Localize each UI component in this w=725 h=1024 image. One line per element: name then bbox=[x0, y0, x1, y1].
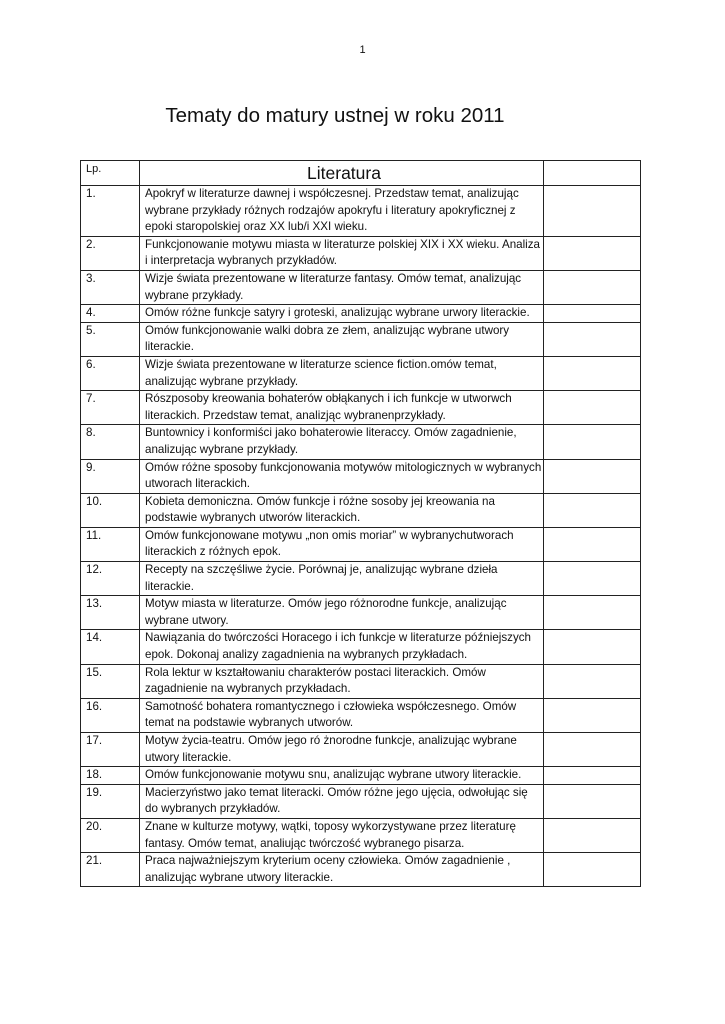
header-blank-cell bbox=[544, 161, 641, 186]
row-blank-cell bbox=[544, 767, 641, 785]
document-title: Tematy do matury ustnej w roku 2011 bbox=[165, 104, 505, 127]
table-row bbox=[81, 270, 641, 304]
row-blank-cell bbox=[544, 596, 641, 630]
row-topic-cell: Buntownicy i konformiści jako bohaterowie literaccy. Omów zagadnienie, analizując wybrane przykłady. bbox=[140, 425, 544, 459]
row-topic-cell: Rola lektur w kształtowaniu charakterów postaci literackich. Omów zagadnienie na wybranych przykładach. bbox=[140, 664, 544, 698]
row-blank-cell bbox=[544, 493, 641, 527]
row-number-cell: 3. bbox=[81, 270, 140, 304]
row-number-cell: 19. bbox=[81, 784, 140, 818]
row-topic-cell: Motyw miasta w literaturze. Omów jego różnorodne funkcje, analizując wybrane utwory. bbox=[140, 596, 544, 630]
row-topic-cell: Znane w kulturze motywy, wątki, toposy wykorzystywane przez literaturę fantasy. Omów temat, analiując twórczość wybranego pisarza. bbox=[140, 818, 544, 852]
table-row bbox=[81, 493, 641, 527]
row-topic-cell: Omów różne funkcje satyry i groteski, analizując wybrane urwory literackie. bbox=[140, 305, 544, 323]
row-number-cell: 1. bbox=[81, 186, 140, 237]
table-row bbox=[81, 459, 641, 493]
row-number-cell: 11. bbox=[81, 527, 140, 561]
row-number-cell: 16. bbox=[81, 698, 140, 732]
row-blank-cell bbox=[544, 630, 641, 664]
row-number-cell: 2. bbox=[81, 236, 140, 270]
table-row bbox=[81, 596, 641, 630]
row-number-cell: 21. bbox=[81, 853, 140, 887]
row-topic-cell: Samotność bohatera romantycznego i człowieka współczesnego. Omów temat na podstawie wybranych utworów. bbox=[140, 698, 544, 732]
row-topic-cell: Kobieta demoniczna. Omów funkcje i różne sosoby jej kreowania na podstawie wybranych utworów literackich. bbox=[140, 493, 544, 527]
table-row bbox=[81, 527, 641, 561]
row-number-cell: 6. bbox=[81, 356, 140, 390]
page-number: 1 bbox=[359, 44, 366, 56]
table-row bbox=[81, 784, 641, 818]
row-blank-cell bbox=[544, 853, 641, 887]
table-row bbox=[81, 236, 641, 270]
row-number-cell: 15. bbox=[81, 664, 140, 698]
row-number-cell: 10. bbox=[81, 493, 140, 527]
topics-table bbox=[80, 160, 641, 887]
row-blank-cell bbox=[544, 459, 641, 493]
table-row bbox=[81, 853, 641, 887]
row-topic-cell: Praca najważniejszym kryterium oceny człowieka. Omów zagadnienie , analizując wybrane utwory literackie. bbox=[140, 853, 544, 887]
row-blank-cell bbox=[544, 527, 641, 561]
row-blank-cell bbox=[544, 784, 641, 818]
row-number-cell: 13. bbox=[81, 596, 140, 630]
row-blank-cell bbox=[544, 733, 641, 767]
row-topic-cell: Omów funkcjonowane motywu „non omis moriar” w wybranychutworach literackich z różnych epok. bbox=[140, 527, 544, 561]
table-row bbox=[81, 425, 641, 459]
table-row bbox=[81, 562, 641, 596]
topics-table-body bbox=[81, 161, 641, 887]
row-number-cell: 4. bbox=[81, 305, 140, 323]
table-header-row bbox=[81, 161, 641, 186]
row-topic-cell: Macierzyństwo jako temat literacki. Omów różne jego ujęcia, odwołując się do wybranych przykładów. bbox=[140, 784, 544, 818]
table-row bbox=[81, 356, 641, 390]
row-blank-cell bbox=[544, 270, 641, 304]
table-row bbox=[81, 322, 641, 356]
row-blank-cell bbox=[544, 322, 641, 356]
row-topic-cell: Omów różne sposoby funkcjonowania motywów mitologicznych w wybranych utworach literackich. bbox=[140, 459, 544, 493]
row-blank-cell bbox=[544, 818, 641, 852]
row-topic-cell: Recepty na szczęśliwe życie. Porównaj je, analizując wybrane dzieła literackie. bbox=[140, 562, 544, 596]
row-number-cell: 12. bbox=[81, 562, 140, 596]
row-topic-cell: Funkcjonowanie motywu miasta w literaturze polskiej XIX i XX wieku. Analiza i interpretacja wybranych przykładów. bbox=[140, 236, 544, 270]
row-blank-cell bbox=[544, 305, 641, 323]
row-blank-cell bbox=[544, 356, 641, 390]
row-topic-cell: Omów funkcjonowanie motywu snu, analizując wybrane utwory literackie. bbox=[140, 767, 544, 785]
row-number-cell: 8. bbox=[81, 425, 140, 459]
row-number-cell: 17. bbox=[81, 733, 140, 767]
table-row bbox=[81, 391, 641, 425]
row-blank-cell bbox=[544, 186, 641, 237]
row-blank-cell bbox=[544, 236, 641, 270]
row-blank-cell bbox=[544, 425, 641, 459]
row-topic-cell: Wizje świata prezentowane w literaturze science fiction.omów temat, analizując wybrane przykłady. bbox=[140, 356, 544, 390]
row-topic-cell: Motyw życia-teatru. Omów jego ró żnorodne funkcje, analizując wybrane utwory literackie. bbox=[140, 733, 544, 767]
row-topic-cell: Rószposoby kreowania bohaterów obłąkanych i ich funkcje w utworwch literackich. Przedstaw temat, analizjąc wybranenprzykłady. bbox=[140, 391, 544, 425]
row-blank-cell bbox=[544, 664, 641, 698]
table-row bbox=[81, 733, 641, 767]
table-row bbox=[81, 818, 641, 852]
row-blank-cell bbox=[544, 698, 641, 732]
row-number-cell: 5. bbox=[81, 322, 140, 356]
table-row bbox=[81, 305, 641, 323]
row-topic-cell: Wizje świata prezentowane w literaturze fantasy. Omów temat, analizując wybrane przykłady. bbox=[140, 270, 544, 304]
table-row bbox=[81, 767, 641, 785]
row-topic-cell: Nawiązania do twórczości Horacego i ich funkcje w literaturze późniejszych epok. Dokonaj analizy zagadnienia na wybranych przykładach. bbox=[140, 630, 544, 664]
header-number-cell: Lp. bbox=[81, 161, 140, 186]
row-number-cell: 20. bbox=[81, 818, 140, 852]
row-number-cell: 18. bbox=[81, 767, 140, 785]
row-topic-cell: Apokryf w literaturze dawnej i współczesnej. Przedstaw temat, analizując wybrane przykłady różnych rodzajów apokryfu i literatury apokryficznej z epoki staropolskiej oraz XX lub/i XXI wieku. bbox=[140, 186, 544, 237]
row-number-cell: 14. bbox=[81, 630, 140, 664]
row-blank-cell bbox=[544, 562, 641, 596]
row-number-cell: 7. bbox=[81, 391, 140, 425]
header-title-cell: Literatura bbox=[140, 161, 544, 186]
row-blank-cell bbox=[544, 391, 641, 425]
table-row bbox=[81, 698, 641, 732]
row-number-cell: 9. bbox=[81, 459, 140, 493]
table-row bbox=[81, 664, 641, 698]
table-row bbox=[81, 630, 641, 664]
table-row bbox=[81, 186, 641, 237]
row-topic-cell: Omów funkcjonowanie walki dobra ze złem, analizując wybrane utwory literackie. bbox=[140, 322, 544, 356]
